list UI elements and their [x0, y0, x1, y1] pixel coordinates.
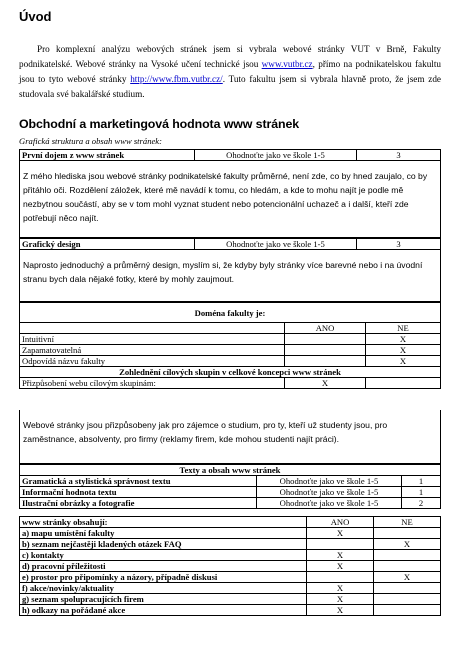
- obsahuji-row-label: b) seznam nejčastěji kladených otázek FAQ: [20, 539, 307, 550]
- obsahuji-row-label: f) akce/novinky/aktuality: [20, 583, 307, 594]
- cilove-title: Zohlednění cílových skupin v celkové koncepci www stránek: [20, 367, 441, 378]
- obsahuji-row-ano: X: [307, 550, 374, 561]
- prvni-dojem-comment: Z mého hlediska jsou webové stránky podnikatelské fakulty průměrné, není zde, co by hned zaujalo, co by přitáhlo oči. Rozdělení záložek, které mě navádí k tomu, co hledám, a kde to mohu najít je podle mě nezbytnou součástí, aby se v tom mohl vyznat student nebo potencionální uchazeč a i další, kteří zde potřebují něco najít.: [19, 161, 441, 238]
- obsahuji-ne-header: NE: [374, 517, 441, 528]
- graficky-design-comment: Naprosto jednoduchý a průměrný design, myslím si, že kdyby byly stránky více barevné nebo i na úvodní stranu bych dala nějaké fotky, které by mohly zaujmout.: [19, 250, 441, 302]
- domena-ne-header: NE: [366, 323, 441, 334]
- domena-title: Doména fakulty je:: [20, 303, 441, 323]
- table-graficky-design: [19, 238, 441, 250]
- obsahuji-label: www stránky obsahují:: [20, 517, 307, 528]
- obsahuji-row-label: a) mapu umístění fakulty: [20, 528, 307, 539]
- texty-row-rate: Ohodnoťte jako ve škole 1-5: [257, 487, 402, 498]
- cilove-comment: Webové stránky jsou přizpůsobeny jak pro zájemce o studium, pro ty, kteří už studenty jsou, pro zaměstnance, absolventy, pro firmy (reklamy firem, kde mohou studenti najít práci).: [19, 410, 441, 464]
- link-fbm[interactable]: http://www.fbm.vutbr.cz/: [130, 74, 223, 84]
- texty-row-score: 1: [402, 487, 441, 498]
- texty-row-label: Informační hodnota textu: [20, 487, 257, 498]
- intro-text-2: , přímo na podnikatelskou fakultu jsou to tyto webové stránky: [19, 59, 442, 84]
- prvni-dojem-rate: Ohodnoťte jako ve škole 1-5: [195, 150, 357, 161]
- graficky-design-rate: Ohodnoťte jako ve škole 1-5: [195, 239, 357, 250]
- intro-paragraph: [19, 42, 441, 102]
- cilove-row-ne: [366, 378, 441, 389]
- domena-row-ano: [285, 356, 366, 367]
- caption-struktura: Grafická struktura a obsah www stránek:: [19, 136, 162, 146]
- domena-row-ne: X: [366, 334, 441, 345]
- obsahuji-row-ne: [374, 561, 441, 572]
- obsahuji-row-ano: X: [307, 605, 374, 616]
- obsahuji-row-ano: X: [307, 561, 374, 572]
- graficky-design-label: Grafický design: [20, 239, 195, 250]
- cilove-row-label: Přizpůsobení webu cílovým skupinám:: [20, 378, 285, 389]
- domena-ano-header: ANO: [285, 323, 366, 334]
- domena-row-ne: X: [366, 356, 441, 367]
- texty-row-rate: Ohodnoťte jako ve škole 1-5: [257, 498, 402, 509]
- obsahuji-row-label: g) seznam spolupracujících firem: [20, 594, 307, 605]
- obsahuji-row-ano: X: [307, 528, 374, 539]
- texty-title: Texty a obsah www stránek: [20, 465, 441, 476]
- obsahuji-row-ne: [374, 583, 441, 594]
- domena-row-ano: [285, 334, 366, 345]
- table-domena: [19, 302, 441, 389]
- domena-row-label: Zapamatovatelná: [20, 345, 285, 356]
- domena-row-ne: X: [366, 345, 441, 356]
- heading-obchodni: Obchodní a marketingová hodnota www stránek: [19, 117, 300, 131]
- texty-row-score: 1: [402, 476, 441, 487]
- texty-row-label: Ilustrační obrázky a fotografie: [20, 498, 257, 509]
- texty-row-rate: Ohodnoťte jako ve škole 1-5: [257, 476, 402, 487]
- texty-row-score: 2: [402, 498, 441, 509]
- cilove-row-ano: X: [285, 378, 366, 389]
- obsahuji-row-ne: X: [374, 539, 441, 550]
- table-prvni-dojem: [19, 149, 441, 161]
- obsahuji-row-ano: [307, 539, 374, 550]
- obsahuji-ano-header: ANO: [307, 517, 374, 528]
- obsahuji-row-ne: [374, 605, 441, 616]
- table-obsahuji: [19, 516, 441, 616]
- table-texty: [19, 464, 441, 509]
- texty-row-label: Gramatická a stylistická správnost textu: [20, 476, 257, 487]
- heading-uvod: Úvod: [19, 9, 52, 24]
- intro-text-3: . Tuto fakultu jsem si vybrala hlavně proto, že jsem zde studovala své bakalářské studium.: [19, 74, 441, 99]
- obsahuji-row-label: d) pracovní příležitosti: [20, 561, 307, 572]
- graficky-design-score: 3: [357, 239, 441, 250]
- obsahuji-row-ano: [307, 572, 374, 583]
- obsahuji-row-label: h) odkazy na pořádané akce: [20, 605, 307, 616]
- link-vutbr[interactable]: www.vutbr.cz: [261, 59, 313, 69]
- obsahuji-row-ne: [374, 550, 441, 561]
- obsahuji-row-ne: X: [374, 572, 441, 583]
- obsahuji-row-label: c) kontakty: [20, 550, 307, 561]
- obsahuji-row-ano: X: [307, 594, 374, 605]
- intro-text-1: Pro komplexní analýzu webových stránek jsem si vybrala webové stránky VUT v Brně, Fakulty podnikatelské. Webové stránky na Vysoké učení technické jsou: [19, 44, 441, 69]
- domena-row-label: Odpovídá názvu fakulty: [20, 356, 285, 367]
- domena-row-ano: [285, 345, 366, 356]
- obsahuji-row-ano: X: [307, 583, 374, 594]
- obsahuji-row-ne: [374, 594, 441, 605]
- obsahuji-row-ne: [374, 528, 441, 539]
- domena-row-label: Intuitivní: [20, 334, 285, 345]
- obsahuji-row-label: e) prostor pro připomínky a názory, případně diskusi: [20, 572, 307, 583]
- prvni-dojem-label: První dojem z www stránek: [20, 150, 195, 161]
- prvni-dojem-score: 3: [357, 150, 441, 161]
